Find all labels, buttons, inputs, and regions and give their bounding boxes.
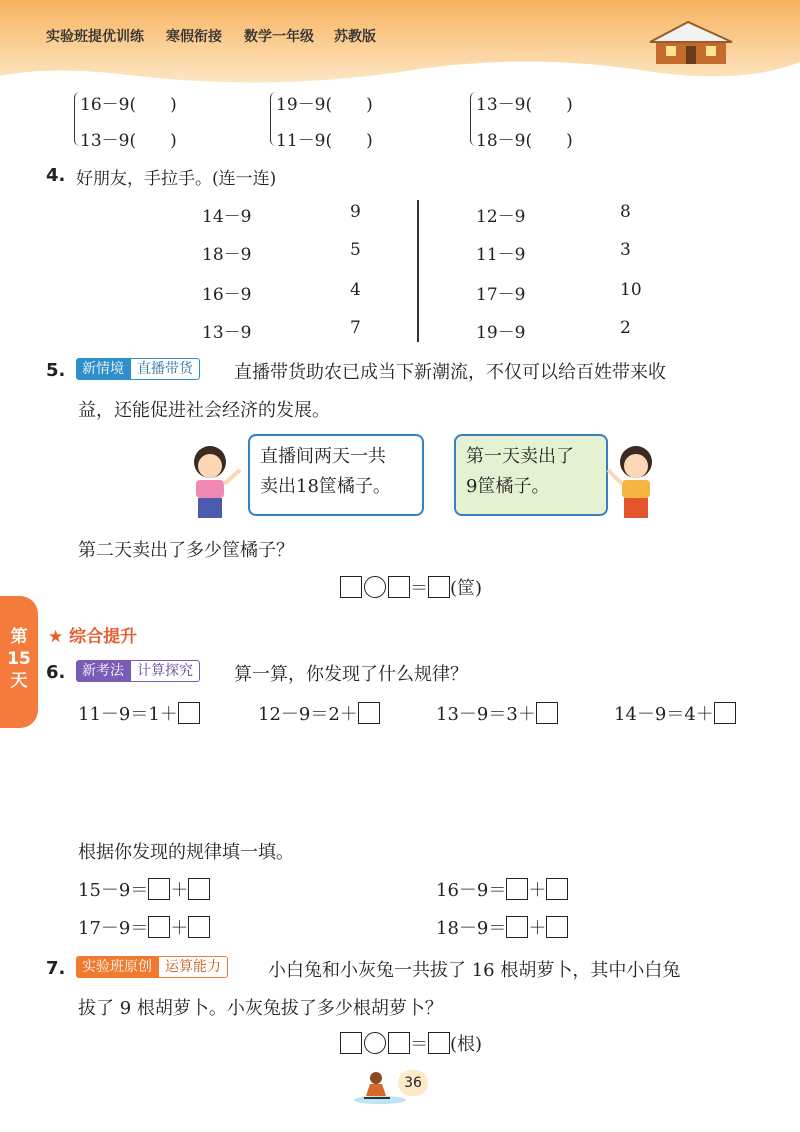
pair-expr[interactable]: 16－9( ) bbox=[80, 95, 177, 115]
answer-box[interactable] bbox=[148, 878, 170, 900]
answer-box[interactable] bbox=[388, 576, 410, 598]
q4-text: 好朋友，手拉手。(连一连) bbox=[76, 169, 277, 189]
answer-box[interactable] bbox=[178, 702, 200, 724]
star-icon: ★ bbox=[48, 627, 64, 647]
answer-box[interactable] bbox=[340, 576, 362, 598]
match-expr[interactable]: 16－9 bbox=[202, 285, 252, 305]
bubble-line: 第一天卖出了 bbox=[466, 446, 574, 467]
answer-box[interactable] bbox=[358, 702, 380, 724]
answer-box[interactable] bbox=[388, 1032, 410, 1054]
q5-answer-row: ＝ (筐) bbox=[340, 574, 482, 600]
q5-number: 5. bbox=[46, 360, 66, 381]
match-expr[interactable]: 19－9 bbox=[476, 323, 526, 343]
answer-box[interactable] bbox=[714, 702, 736, 724]
q7-text-line1: 小白兔和小灰兔一共拔了 16 根胡萝卜，其中小白兔 bbox=[268, 960, 681, 981]
tag-label: 新情境 bbox=[76, 358, 130, 380]
match-expr[interactable]: 14－9 bbox=[202, 207, 252, 227]
q6-equation bbox=[258, 700, 380, 726]
q6-equation bbox=[614, 700, 736, 726]
q5-text-line1: 直播带货助农已成当下新潮流，不仅可以给百姓带来收 bbox=[234, 362, 666, 383]
match-number[interactable]: 7 bbox=[350, 318, 361, 338]
q7-text-line2: 拔了 9 根胡萝卜。小灰兔拔了多少根胡萝卜？ bbox=[78, 998, 443, 1019]
equation-text: 15－9＝ bbox=[78, 880, 149, 901]
bubble-line: 9筐橘子。 bbox=[466, 476, 550, 497]
q6-text: 算一算，你发现了什么规律？ bbox=[234, 664, 468, 685]
match-number[interactable]: 8 bbox=[620, 202, 631, 222]
match-number[interactable]: 3 bbox=[620, 240, 631, 260]
answer-box[interactable] bbox=[428, 1032, 450, 1054]
answer-box[interactable] bbox=[506, 878, 528, 900]
match-expr[interactable]: 11－9 bbox=[476, 245, 526, 265]
q6-fill-instruction: 根据你发现的规律填一填。 bbox=[78, 842, 294, 863]
q6-number: 6. bbox=[46, 662, 66, 683]
answer-box[interactable] bbox=[188, 878, 210, 900]
divider-line bbox=[417, 200, 419, 342]
match-number[interactable]: 4 bbox=[350, 280, 361, 300]
q5-question: 第二天卖出了多少筐橘子？ bbox=[78, 540, 294, 561]
equation-text: 16－9＝ bbox=[436, 880, 507, 901]
q6-tag bbox=[76, 660, 200, 682]
fill-equation: 16－9＝ ＋ bbox=[436, 876, 568, 902]
girl-illustration-left bbox=[182, 440, 242, 520]
header-edition: 苏教版 bbox=[334, 29, 376, 45]
section-title: 综合提升 bbox=[69, 627, 138, 647]
unit-label: (筐) bbox=[450, 578, 483, 599]
fill-equation: 15－9＝ ＋ bbox=[78, 876, 210, 902]
header-series: 实验班提优训练 bbox=[46, 29, 144, 45]
q6-equation bbox=[78, 700, 200, 726]
pair-expr[interactable]: 19－9( ) bbox=[276, 95, 373, 115]
answer-box[interactable] bbox=[340, 1032, 362, 1054]
q7-number: 7. bbox=[46, 958, 66, 979]
q7-tag bbox=[76, 956, 228, 978]
answer-box[interactable] bbox=[148, 916, 170, 938]
answer-box[interactable] bbox=[546, 878, 568, 900]
answer-box[interactable] bbox=[546, 916, 568, 938]
answer-box[interactable] bbox=[428, 576, 450, 598]
side-tab-line2: 15 bbox=[7, 649, 31, 669]
unit-label: (根) bbox=[450, 1034, 483, 1055]
q4-number: 4. bbox=[46, 165, 66, 186]
match-number[interactable]: 10 bbox=[620, 280, 642, 300]
pair-expr[interactable]: 11－9( ) bbox=[276, 131, 373, 151]
match-expr[interactable]: 12－9 bbox=[476, 207, 526, 227]
bubble-line: 直播间两天一共 bbox=[260, 446, 386, 467]
side-tab-line1: 第 bbox=[10, 627, 28, 647]
match-number[interactable]: 5 bbox=[350, 240, 361, 260]
operator-circle[interactable] bbox=[364, 1032, 386, 1054]
equation-text: 13－9＝3＋ bbox=[436, 704, 536, 725]
match-expr[interactable]: 18－9 bbox=[202, 245, 252, 265]
tag-label: 新考法 bbox=[76, 660, 130, 682]
side-tab-line3: 天 bbox=[10, 671, 28, 691]
answer-box[interactable] bbox=[536, 702, 558, 724]
equation-text: 11－9＝1＋ bbox=[78, 704, 178, 725]
q6-equation bbox=[436, 700, 558, 726]
bubble-line: 卖出18筐橘子。 bbox=[260, 476, 391, 497]
pair-expr[interactable]: 18－9( ) bbox=[476, 131, 573, 151]
operator-circle[interactable] bbox=[364, 576, 386, 598]
equation-text: 14－9＝4＋ bbox=[614, 704, 714, 725]
q5-text-line2: 益，还能促进社会经济的发展。 bbox=[78, 400, 330, 421]
match-number[interactable]: 2 bbox=[620, 318, 631, 338]
equation-text: 18－9＝ bbox=[436, 918, 507, 939]
q5-tag bbox=[76, 358, 200, 380]
header-subtitle: 寒假衔接 bbox=[166, 29, 222, 45]
fill-equation: 17－9＝ ＋ bbox=[78, 914, 210, 940]
house-illustration bbox=[648, 18, 734, 66]
tag-topic: 运算能力 bbox=[158, 956, 228, 978]
tag-label: 实验班原创 bbox=[76, 956, 158, 978]
equation-text: 17－9＝ bbox=[78, 918, 149, 939]
speech-bubble-left bbox=[248, 434, 424, 516]
equation-text: 12－9＝2＋ bbox=[258, 704, 358, 725]
q7-answer-row: ＝ (根) bbox=[340, 1030, 482, 1056]
speech-bubble-right bbox=[454, 434, 608, 516]
page-number: 36 bbox=[398, 1070, 428, 1096]
day-side-tab bbox=[0, 596, 38, 728]
answer-box[interactable] bbox=[188, 916, 210, 938]
tag-topic: 计算探究 bbox=[130, 660, 200, 682]
match-expr[interactable]: 17－9 bbox=[476, 285, 526, 305]
tag-topic: 直播带货 bbox=[130, 358, 200, 380]
match-number[interactable]: 9 bbox=[350, 202, 361, 222]
header-subject: 数学一年级 bbox=[244, 29, 314, 45]
page-header bbox=[0, 0, 800, 88]
answer-box[interactable] bbox=[506, 916, 528, 938]
match-expr[interactable]: 13－9 bbox=[202, 323, 252, 343]
girl-illustration-right bbox=[606, 440, 666, 520]
pair-expr[interactable]: 13－9( ) bbox=[476, 95, 573, 115]
pair-expr[interactable]: 13－9( ) bbox=[80, 131, 177, 151]
section-heading bbox=[48, 622, 137, 647]
fill-equation: 18－9＝ ＋ bbox=[436, 914, 568, 940]
